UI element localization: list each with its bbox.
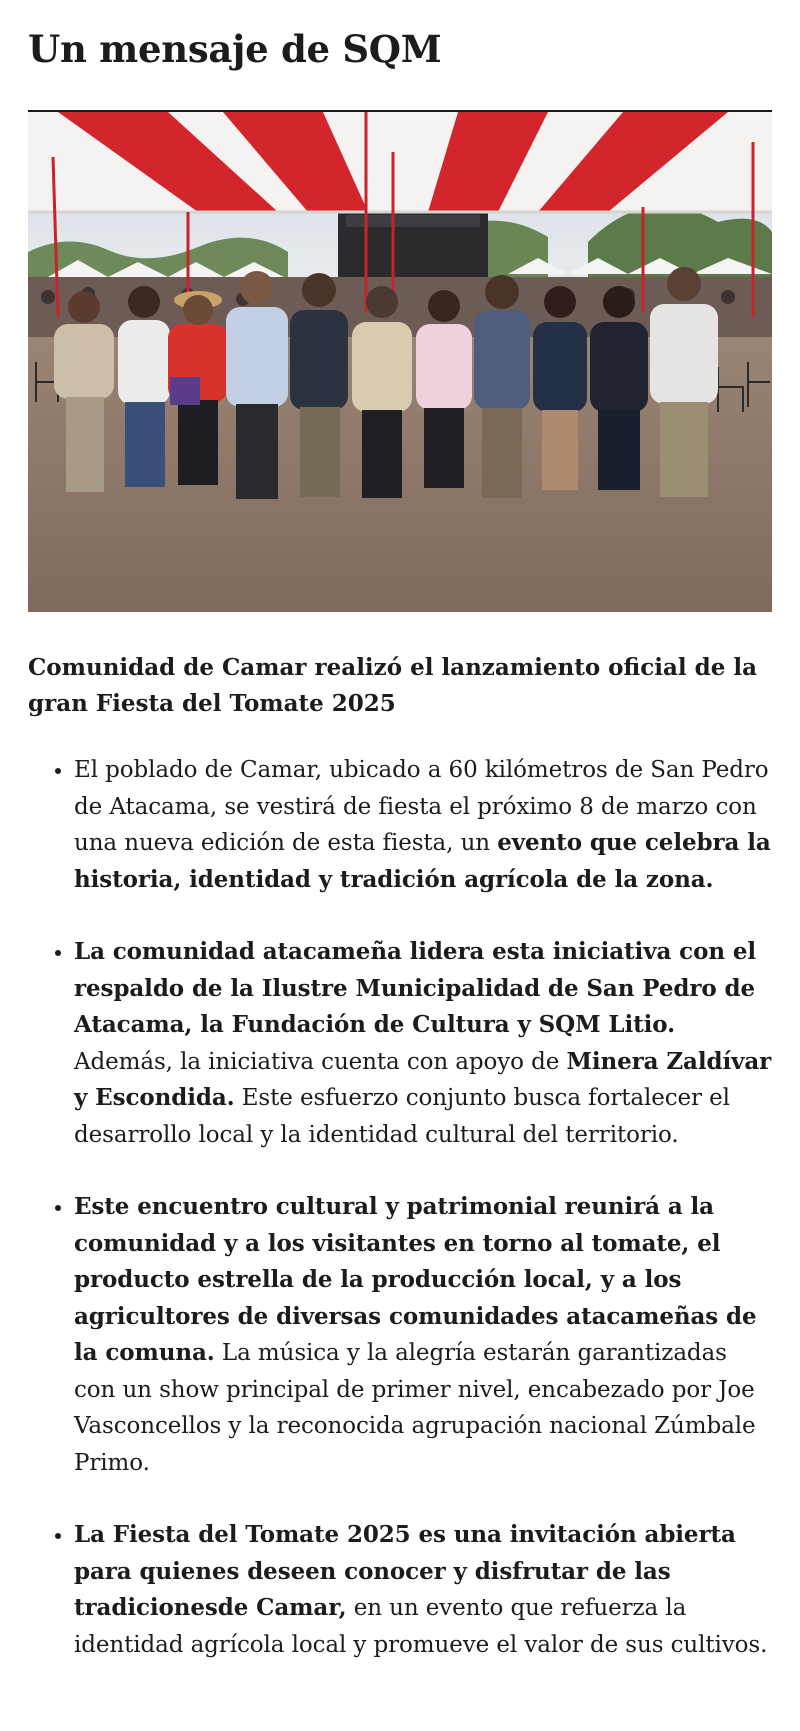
bullet-bold-text: Este encuentro cultural y patrimonial reunirá a la comunidad y a los visitantes en torno al tomate, el producto estrella de la producción local, y a los agricultores de diversas comunidades atacameñas de la comuna. xyxy=(74,1193,757,1366)
page-title: Un mensaje de SQM xyxy=(28,27,442,71)
list-item xyxy=(74,752,772,898)
article-bullet-list xyxy=(28,752,772,1663)
bullet-text: Además, la iniciativa cuenta con apoyo de xyxy=(74,1048,567,1075)
bullet-bold-text: La Fiesta del Tomate 2025 es una invitación abierta para quienes deseen conocer y disfrutar de las tradicionesde Camar, xyxy=(74,1521,736,1621)
hero-illustration xyxy=(28,112,772,612)
bullet-bold-text: Minera Zaldívar y Escondida. xyxy=(74,1047,772,1111)
bullet-bold-text: La comunidad atacameña lidera esta iniciativa con el respaldo de la Ilustre Municipalidad de San Pedro de Atacama, la Fundación de Cultura y SQM Litio. xyxy=(74,938,757,1038)
bullet-bold-text: evento que celebra la historia, identidad y tradición agrícola de la zona. xyxy=(74,829,771,893)
list-item xyxy=(74,934,772,1153)
bullet-text: El poblado de Camar, ubicado a 60 kilómetros de San Pedro de Atacama, se vestirá de fiesta el próximo 8 de marzo con una nueva edición de esta fiesta, un xyxy=(74,757,769,856)
article-subtitle: Comunidad de Camar realizó el lanzamiento oficial de la gran Fiesta del Tomate 2025 xyxy=(28,654,757,717)
bullet-text: en un evento que refuerza la identidad agrícola local y promueve el valor de sus cultivos. xyxy=(74,1595,768,1658)
list-item xyxy=(74,1517,772,1663)
list-item xyxy=(74,1189,772,1481)
bullet-text: La música y la alegría estarán garantizadas con un show principal de primer nivel, encabezado por Joe Vasconcellos y la reconocida agrupación nacional Zúmbale Primo. xyxy=(74,1340,756,1476)
hero-photo xyxy=(28,110,772,612)
bullet-text: Este esfuerzo conjunto busca fortalecer el desarrollo local y la identidad cultural del territorio. xyxy=(74,1085,730,1148)
